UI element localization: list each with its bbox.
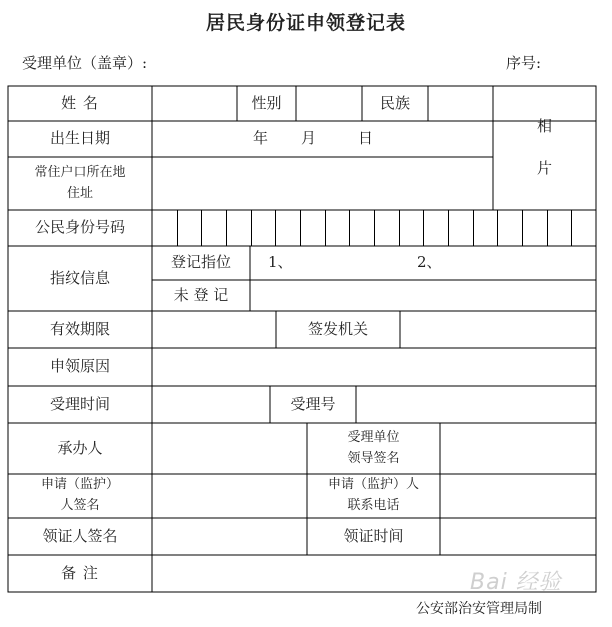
applicant-sign-line1: 申请（监护） <box>40 477 119 493</box>
serial-number-label: 序号: <box>506 54 542 72</box>
footer-issuer: 公安部治安管理局制 <box>416 601 542 617</box>
unit-leader-line2: 领导签名 <box>347 450 400 466</box>
reason-label: 申领原因 <box>49 357 110 376</box>
finger-2-label: 2、 <box>417 253 442 272</box>
applicant-sign-label <box>8 474 152 518</box>
handler-label: 承办人 <box>57 438 103 457</box>
applicant-sign-line2: 人签名 <box>60 498 100 513</box>
applicant-phone-label <box>307 474 440 518</box>
validity-field[interactable] <box>152 311 276 348</box>
registered-fingers-label: 登记指位 <box>170 253 231 272</box>
gender-label: 性别 <box>251 93 282 112</box>
address-label-line1: 常住户口所在地 <box>34 164 126 180</box>
birth-date-field[interactable] <box>152 121 493 157</box>
form-title: 居民身份证申领登记表 <box>205 12 406 34</box>
unit-leader-sign-field[interactable] <box>440 423 596 474</box>
address-label <box>8 157 152 210</box>
finger-1-label: 1、 <box>268 253 293 272</box>
id-number-label: 公民身份号码 <box>34 218 125 237</box>
name-field[interactable] <box>152 86 237 121</box>
address-field[interactable] <box>152 157 493 210</box>
birth-date-label: 出生日期 <box>49 129 110 148</box>
photo-box[interactable] <box>493 86 596 210</box>
not-registered-label: 未 登 记 <box>173 285 229 304</box>
watermark: Bai 经验 <box>470 570 562 595</box>
issuing-authority-label: 签发机关 <box>307 319 368 338</box>
issuing-authority-field[interactable] <box>400 311 596 348</box>
photo-label-2: 片 <box>536 159 552 177</box>
reason-field[interactable] <box>152 348 596 386</box>
accept-time-label: 受理时间 <box>49 394 110 413</box>
handler-field[interactable] <box>152 423 307 474</box>
receiver-sign-field[interactable] <box>152 518 307 555</box>
ethnicity-field[interactable] <box>428 86 493 121</box>
not-registered-field[interactable] <box>250 280 596 311</box>
finger-positions-field[interactable] <box>250 246 596 280</box>
ethnicity-label: 民族 <box>379 93 410 112</box>
validity-label: 有效期限 <box>49 319 110 338</box>
applicant-sign-field[interactable] <box>152 474 307 518</box>
year-label: 年 <box>253 129 269 148</box>
name-label: 姓 名 <box>61 93 99 112</box>
applicant-phone-line1: 申请（监护）人 <box>327 477 419 493</box>
day-label: 日 <box>358 129 374 148</box>
accept-number-label: 受理号 <box>290 394 336 413</box>
receive-time-label: 领证时间 <box>343 526 404 545</box>
accepting-unit-label: 受理单位（盖章）: <box>22 54 148 72</box>
accept-number-field[interactable] <box>356 386 596 423</box>
fingerprint-label: 指纹信息 <box>49 268 110 287</box>
applicant-phone-line2: 联系电话 <box>347 498 400 513</box>
unit-leader-sign-label <box>307 423 440 474</box>
unit-leader-line1: 受理单位 <box>347 429 400 445</box>
month-label: 月 <box>301 129 317 148</box>
accept-time-field[interactable] <box>152 386 270 423</box>
id-number-boxes <box>178 210 572 246</box>
address-label-line2: 住址 <box>66 185 93 201</box>
gender-field[interactable] <box>296 86 362 121</box>
applicant-phone-field[interactable] <box>440 474 596 518</box>
photo-label-1: 相 <box>536 117 552 136</box>
remarks-label: 备 注 <box>61 563 99 582</box>
receiver-sign-label: 领证人签名 <box>42 526 118 545</box>
receive-time-field[interactable] <box>440 518 596 555</box>
